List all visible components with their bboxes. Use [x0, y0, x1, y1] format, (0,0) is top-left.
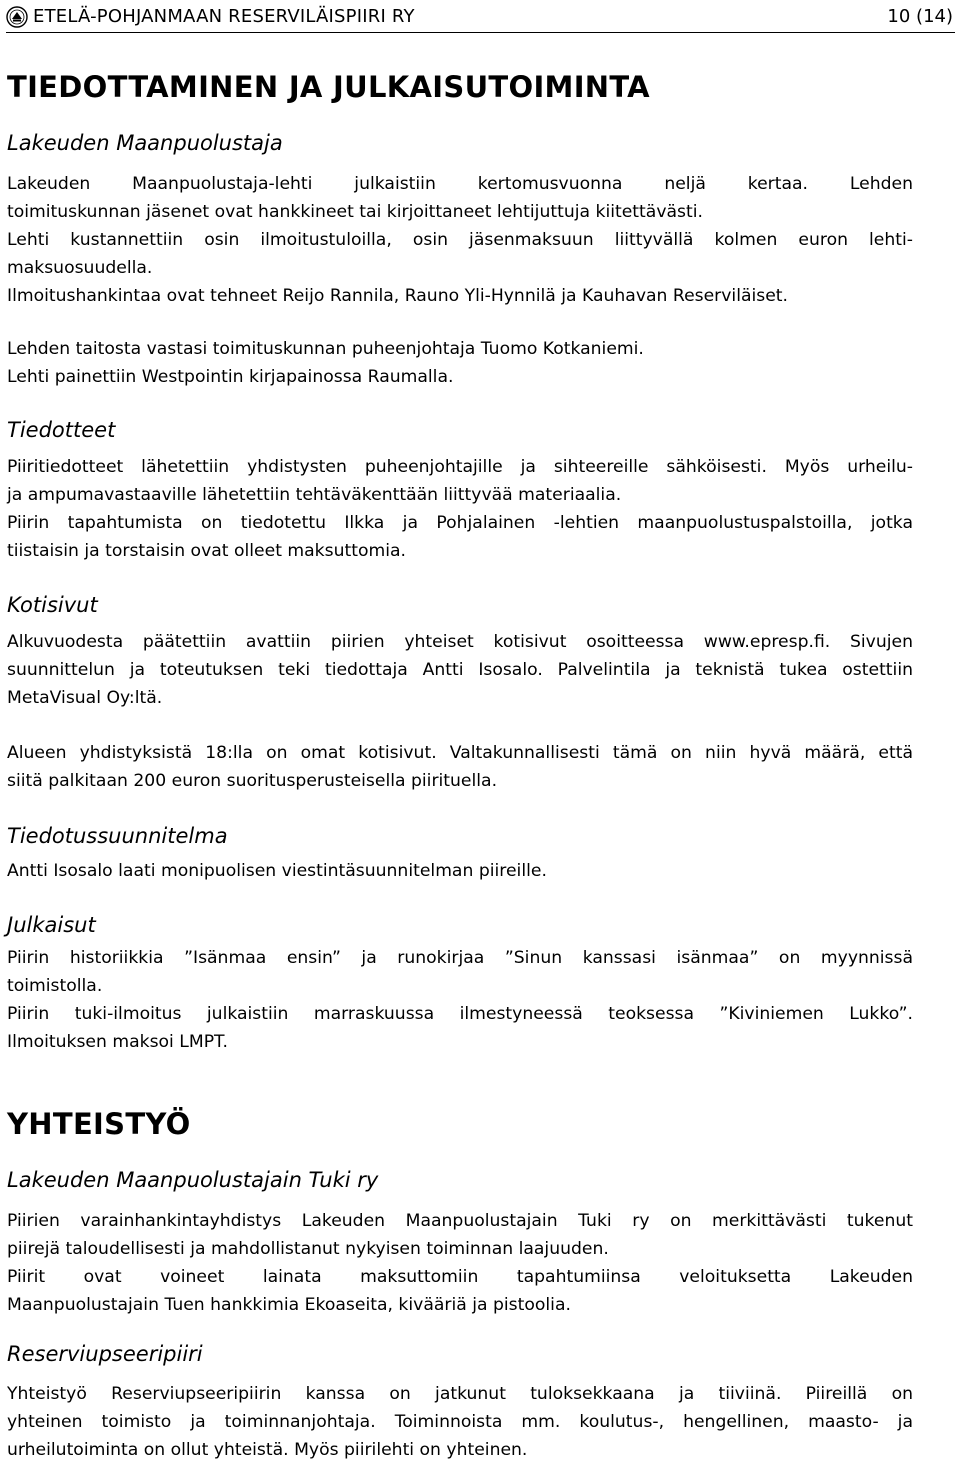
text-line: MetaVisual Oy:ltä.: [7, 688, 163, 708]
text-line: Piirin tuki-ilmoitus julkaistiin marraskuussa ilmestyneessä teoksessa ”Kiviniemen Lukko”.: [7, 1004, 913, 1024]
text-line: Ilmoituksen maksoi LMPT.: [7, 1032, 228, 1052]
text-line: Lakeuden Maanpuolustaja-lehti julkaistiin kertomusvuonna neljä kertaa. Lehden: [7, 174, 913, 194]
heading-tiedotteet: Tiedotteet: [7, 418, 116, 442]
heading-kotisivut: Kotisivut: [7, 593, 98, 617]
section-title-tiedottaminen: TIEDOTTAMINEN JA JULKAISUTOIMINTA: [7, 70, 650, 104]
text-line: Antti Isosalo laati monipuolisen viestintäsuunnitelman piireille.: [7, 861, 547, 881]
text-line: yhteinen toimisto ja toiminnanjohtaja. Toiminnoista mm. koulutus-, hengellinen, maasto- ja: [7, 1412, 913, 1432]
paragraph-lakeuden-1: [7, 170, 913, 310]
paragraph-kotisivut-1: [7, 628, 913, 712]
text-line: siitä palkitaan 200 euron suoritusperusteisella piirituella.: [7, 771, 498, 791]
text-line: toimituskunnan jäsenet ovat hankkineet tai kirjoittaneet lehtijuttuja kiitettävästi.: [7, 202, 703, 222]
text-line: toimistolla.: [7, 976, 103, 996]
text-line: Alkuvuodesta päätettiin avattiin piirien yhteiset kotisivut osoitteessa www.epresp.fi. Sivujen: [7, 632, 913, 652]
paragraph-tiedotussuunnitelma: [7, 857, 913, 885]
paragraph-julkaisut: [7, 944, 913, 1056]
text-line: Yhteistyö Reserviupseeripiirin kanssa on jatkunut tuloksekkaana ja tiiviinä. Piireillä on: [7, 1384, 913, 1404]
text-line: maksuosuudella.: [7, 258, 153, 278]
section-title-yhteistyo: YHTEISTYÖ: [7, 1107, 191, 1141]
text-line: Lehti painettiin Westpointin kirjapainossa Raumalla.: [7, 367, 454, 387]
district-emblem-icon: [6, 6, 28, 28]
heading-julkaisut: Julkaisut: [7, 913, 96, 937]
text-line: Piirin tapahtumista on tiedotettu Ilkka ja Pohjalainen -lehtien maanpuolustuspalstoilla, jotka: [7, 513, 913, 533]
heading-tiedotussuunnitelma: Tiedotussuunnitelma: [7, 824, 228, 848]
text-line: Piiritiedotteet lähetettiin yhdistysten puheenjohtajille ja sihteereille sähköisesti. Myös urheilu-: [7, 457, 913, 477]
heading-lakeuden-tuki: Lakeuden Maanpuolustajain Tuki ry: [7, 1168, 379, 1192]
text-line: Lehti kustannettiin osin ilmoitustuloilla, osin jäsenmaksuun liittyvällä kolmen euron lehti-: [7, 230, 913, 250]
text-line: urheilutoiminta on ollut yhteistä. Myös piirilehti on yhteinen.: [7, 1440, 528, 1460]
text-line: piirejä taloudellisesti ja mahdollistanut nykyisen toiminnan laajuuden.: [7, 1239, 609, 1259]
text-line: Lehden taitosta vastasi toimituskunnan puheenjohtaja Tuomo Kotkaniemi.: [7, 339, 644, 359]
heading-lakeuden-maanpuolustaja: Lakeuden Maanpuolustaja: [7, 131, 283, 155]
text-line: suunnittelun ja toteutuksen teki tiedottaja Antti Isosalo. Palvelintila ja teknistä tukea ostettiin: [7, 660, 913, 680]
paragraph-lakeuden-2: [7, 335, 913, 391]
paragraph-tuki: [7, 1207, 913, 1319]
page-header: [6, 4, 955, 33]
text-line: Piirin historiikkia ”Isänmaa ensin” ja runokirjaa ”Sinun kanssasi isänmaa” on myynnissä: [7, 948, 913, 968]
text-line: Piirit ovat voineet lainata maksuttomiin tapahtumiinsa veloituksetta Lakeuden: [7, 1267, 913, 1287]
text-line: Ilmoitushankintaa ovat tehneet Reijo Rannila, Rauno Yli-Hynnilä ja Kauhavan Reserviläiset.: [7, 286, 789, 306]
heading-reserviupseeripiiri: Reserviupseeripiiri: [7, 1342, 203, 1366]
text-line: Piirien varainhankintayhdistys Lakeuden Maanpuolustajain Tuki ry on merkittävästi tukenut: [7, 1211, 913, 1231]
paragraph-tiedotteet: [7, 453, 913, 565]
text-line: Maanpuolustajain Tuen hankkimia Ekoaseita, kivääriä ja pistoolia.: [7, 1295, 571, 1315]
header-page-number: 10 (14): [887, 6, 953, 27]
header-organization-name: ETELÄ-POHJANMAAN RESERVILÄISPIIRI RY: [33, 6, 415, 27]
paragraph-reserviupseeripiiri: [7, 1380, 913, 1464]
text-line: ja ampumavastaaville lähetettiin tehtäväkenttään liittyvää materiaalia.: [7, 485, 622, 505]
paragraph-kotisivut-2: [7, 739, 913, 795]
text-line: tiistaisin ja torstaisin ovat olleet maksuttomia.: [7, 541, 406, 561]
text-line: Alueen yhdistyksistä 18:lla on omat kotisivut. Valtakunnallisesti tämä on niin hyvä määrä, että: [7, 743, 913, 763]
